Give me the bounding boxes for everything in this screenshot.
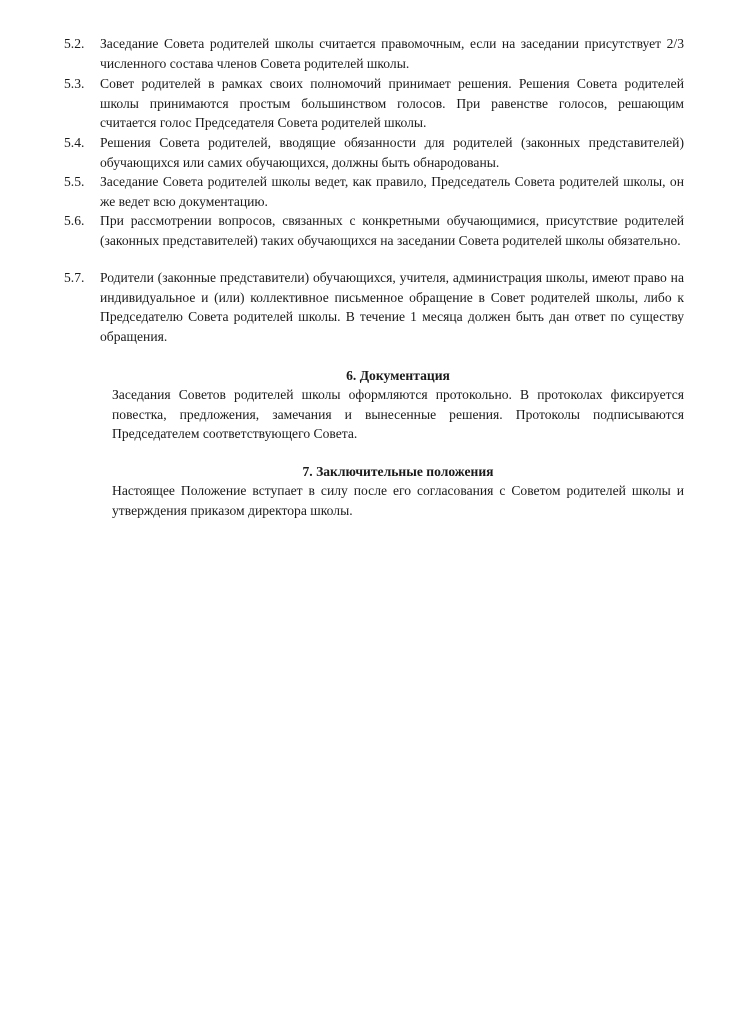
clause-text: При рассмотрении вопросов, связанных с конкретными обучающимися, присутствие родителей (законных представителей) таких обучающихся на заседании Совета родителей школы обязательно. xyxy=(100,213,684,248)
section-6-heading: 6. Документация xyxy=(346,368,450,383)
clause-text: Заседание Совета родителей школы считается правомочным, если на заседании присутствует 2/3 численного состава членов Совета родителей школы. xyxy=(100,36,684,71)
clause-text: Заседание Совета родителей школы ведет, как правило, Председатель Совета родителей школы, он же ведет всю документацию. xyxy=(100,174,684,209)
clause-number: 5.7. xyxy=(64,270,85,285)
clause-number: 5.6. xyxy=(64,213,85,228)
clause-number: 5.3. xyxy=(64,76,85,91)
section-7-text: Настоящее Положение вступает в силу после его согласования с Советом родителей школы и утверждения приказом директора школы. xyxy=(112,483,684,518)
clause-5-7 xyxy=(64,268,684,346)
clause-number: 5.4. xyxy=(64,135,85,150)
clause-number: 5.5. xyxy=(64,174,85,189)
clause-5-6 xyxy=(64,211,684,250)
clause-5-3 xyxy=(64,74,684,133)
clause-5-4 xyxy=(64,133,684,172)
clause-text: Родители (законные представители) обучающихся, учителя, администрация школы, имеют право на индивидуальное и (или) коллективное письменное обращение в Совет родителей школы, либо к Председателю Совета родителей школы. В течение 1 месяца должен быть дан ответ по существу обращения. xyxy=(100,270,684,344)
clause-text: Решения Совета родителей, вводящие обязанности для родителей (законных представителей) обучающихся или самих обучающихся, должны быть обнародованы. xyxy=(100,135,684,170)
clause-text: Совет родителей в рамках своих полномочий принимает решения. Решения Совета родителей школы принимаются простым большинством голосов. При равенстве голосов, решающим считается голос Председателя Совета родителей школы. xyxy=(100,76,684,130)
section-6-text: Заседания Советов родителей школы оформляются протокольно. В протоколах фиксируется повестка, предложения, замечания и вынесенные решения. Протоколы подписываются Председателем соответствующего Совета. xyxy=(112,387,684,441)
section-7-heading: 7. Заключительные положения xyxy=(302,464,494,479)
clause-5-2 xyxy=(64,34,684,73)
clause-5-5 xyxy=(64,172,684,211)
clause-number: 5.2. xyxy=(64,36,85,51)
